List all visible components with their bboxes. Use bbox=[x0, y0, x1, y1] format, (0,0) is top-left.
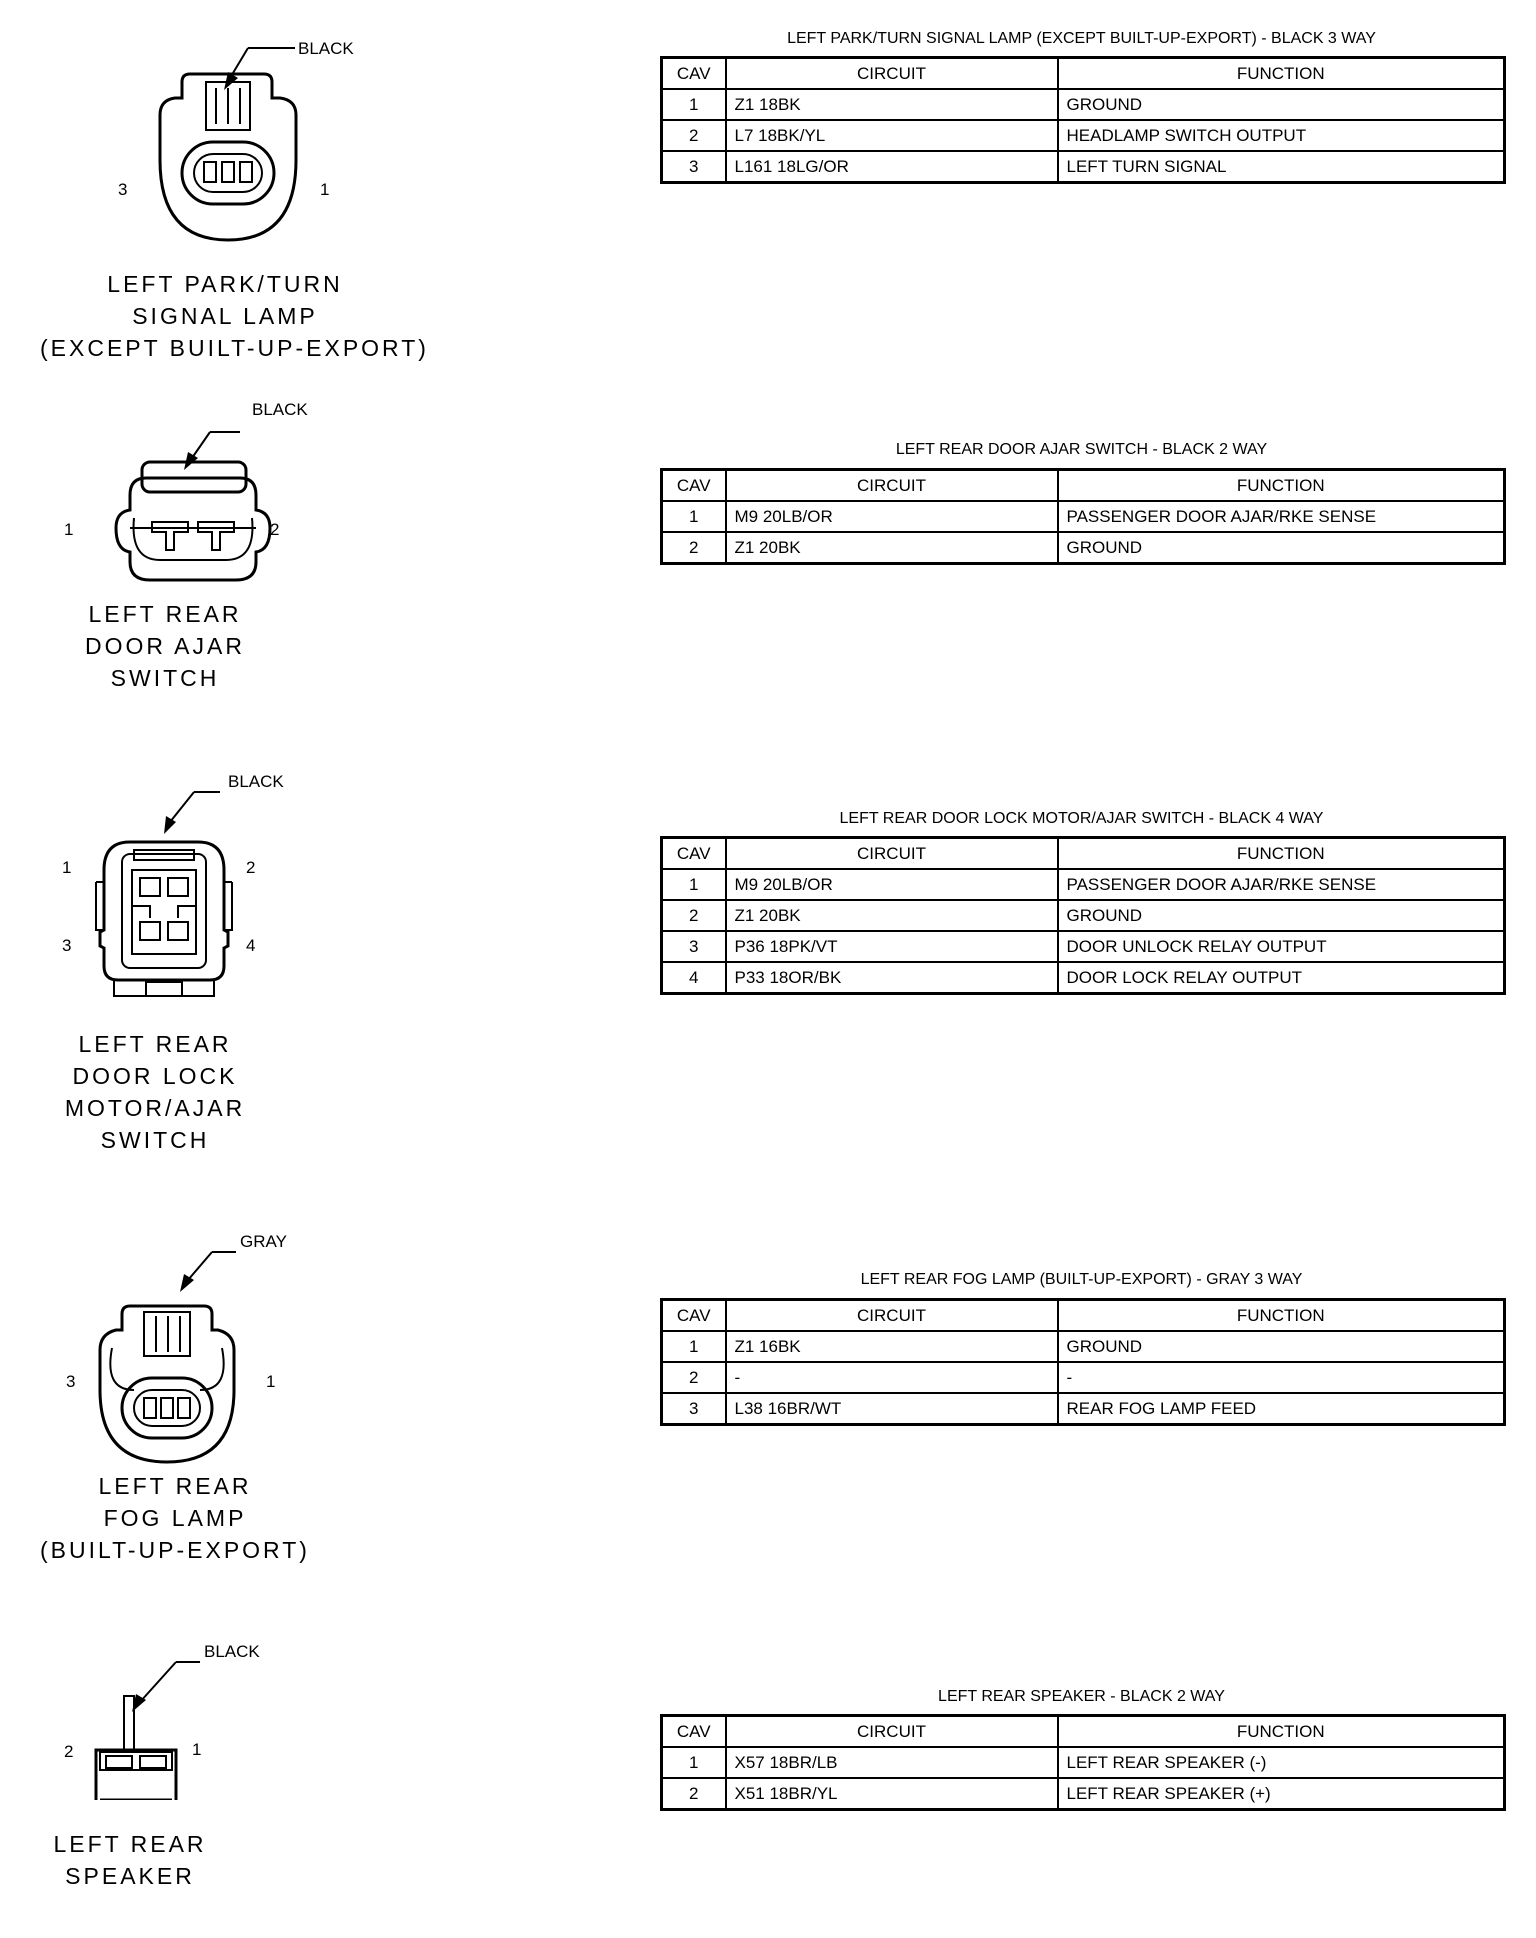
connector-label bbox=[40, 268, 429, 364]
cell-cav: 2 bbox=[662, 120, 726, 151]
connector-section-door-lock-motor bbox=[0, 760, 1536, 1180]
connector-section-park-turn-lamp bbox=[0, 0, 1536, 380]
header-circuit: CIRCUIT bbox=[726, 838, 1058, 870]
cell-cav: 3 bbox=[662, 1393, 726, 1425]
pin-label-4: 4 bbox=[246, 936, 256, 955]
connector-label-line: LEFT REAR bbox=[53, 1831, 207, 1857]
connector-label-line: LEFT REAR bbox=[78, 1031, 232, 1057]
pin-label-2: 2 bbox=[246, 858, 256, 877]
connector-label bbox=[0, 1028, 310, 1156]
connector-label-line: LEFT REAR bbox=[88, 601, 242, 627]
cell-cav: 1 bbox=[662, 1747, 726, 1778]
fog-lamp-connector-icon bbox=[60, 1230, 360, 1470]
connector-label-line: SPEAKER bbox=[65, 1863, 195, 1889]
door-ajar-switch-connector-icon bbox=[60, 400, 360, 620]
color-callout: BLACK bbox=[252, 400, 308, 419]
cell-circuit: P33 18OR/BK bbox=[726, 962, 1058, 994]
door-lock-motor-connector-icon bbox=[60, 770, 360, 1030]
cell-function: GROUND bbox=[1058, 1331, 1505, 1362]
connector-label-line: MOTOR/AJAR bbox=[64, 1095, 246, 1121]
header-circuit: CIRCUIT bbox=[726, 1300, 1058, 1332]
header-function: FUNCTION bbox=[1058, 470, 1505, 502]
park-turn-lamp-connector-icon bbox=[100, 20, 500, 280]
connector-label-line: DOOR AJAR bbox=[85, 633, 245, 659]
pinout-table bbox=[660, 56, 1506, 184]
table-row bbox=[662, 1362, 1505, 1393]
cell-cav: 4 bbox=[662, 962, 726, 994]
table-title: LEFT REAR DOOR LOCK MOTOR/AJAR SWITCH - BLACK 4 WAY bbox=[839, 810, 1324, 827]
connector-label-line: (EXCEPT BUILT-UP-EXPORT) bbox=[40, 335, 429, 361]
connector-label bbox=[0, 1470, 350, 1566]
table-row bbox=[662, 931, 1505, 962]
cell-cav: 1 bbox=[662, 501, 726, 532]
header-cav: CAV bbox=[662, 470, 726, 502]
table-row bbox=[662, 869, 1505, 900]
table-row bbox=[662, 89, 1505, 120]
cell-function: DOOR LOCK RELAY OUTPUT bbox=[1058, 962, 1505, 994]
cell-function: - bbox=[1058, 1362, 1505, 1393]
cell-function: REAR FOG LAMP FEED bbox=[1058, 1393, 1505, 1425]
cell-circuit: L7 18BK/YL bbox=[726, 120, 1058, 151]
connector-label-line: LEFT PARK/TURN bbox=[107, 271, 343, 297]
header-function: FUNCTION bbox=[1058, 58, 1505, 90]
cell-function: DOOR UNLOCK RELAY OUTPUT bbox=[1058, 931, 1505, 962]
cell-cav: 2 bbox=[662, 1362, 726, 1393]
table-row bbox=[662, 1747, 1505, 1778]
table-row bbox=[662, 151, 1505, 183]
cell-function: PASSENGER DOOR AJAR/RKE SENSE bbox=[1058, 869, 1505, 900]
pin-label-left: 2 bbox=[64, 1742, 74, 1761]
header-cav: CAV bbox=[662, 838, 726, 870]
header-circuit: CIRCUIT bbox=[726, 1716, 1058, 1748]
table-title: LEFT REAR FOG LAMP (BUILT-UP-EXPORT) - GRAY 3 WAY bbox=[860, 1271, 1303, 1288]
cell-circuit: X57 18BR/LB bbox=[726, 1747, 1058, 1778]
connector-section-door-ajar-switch bbox=[0, 380, 1536, 720]
pinout-table bbox=[660, 468, 1506, 565]
cell-circuit: Z1 16BK bbox=[726, 1331, 1058, 1362]
header-circuit: CIRCUIT bbox=[726, 58, 1058, 90]
table-title: LEFT REAR DOOR AJAR SWITCH - BLACK 2 WAY bbox=[895, 441, 1268, 458]
connector-label-line: SIGNAL LAMP bbox=[132, 303, 318, 329]
pin-label-left: 1 bbox=[64, 520, 74, 539]
header-cav: CAV bbox=[662, 1716, 726, 1748]
table-header-row bbox=[662, 1300, 1505, 1332]
table-row bbox=[662, 501, 1505, 532]
cell-circuit: M9 20LB/OR bbox=[726, 869, 1058, 900]
table-row bbox=[662, 532, 1505, 564]
pinout-table bbox=[660, 836, 1506, 995]
header-cav: CAV bbox=[662, 1300, 726, 1332]
cell-function: GROUND bbox=[1058, 89, 1505, 120]
cell-circuit: - bbox=[726, 1362, 1058, 1393]
table-title: LEFT PARK/TURN SIGNAL LAMP (EXCEPT BUILT-UP-EXPORT) - BLACK 3 WAY bbox=[787, 30, 1376, 47]
connector-label bbox=[0, 1828, 260, 1892]
color-callout: BLACK bbox=[228, 772, 284, 791]
connector-label-line: FOG LAMP bbox=[103, 1505, 247, 1531]
header-function: FUNCTION bbox=[1058, 1300, 1505, 1332]
header-circuit: CIRCUIT bbox=[726, 470, 1058, 502]
cell-cav: 2 bbox=[662, 532, 726, 564]
connector-label-line: SWITCH bbox=[100, 1127, 210, 1153]
cell-function: HEADLAMP SWITCH OUTPUT bbox=[1058, 120, 1505, 151]
pin-label-right: 1 bbox=[266, 1372, 276, 1391]
cell-cav: 3 bbox=[662, 931, 726, 962]
connector-label-line: LEFT REAR bbox=[98, 1473, 252, 1499]
pin-label-1: 1 bbox=[62, 858, 72, 877]
pin-label-right: 1 bbox=[192, 1740, 202, 1759]
table-row bbox=[662, 1331, 1505, 1362]
connector-label-line: (BUILT-UP-EXPORT) bbox=[40, 1537, 310, 1563]
cell-function: LEFT REAR SPEAKER (+) bbox=[1058, 1778, 1505, 1810]
pin-label-right: 1 bbox=[320, 180, 330, 199]
header-function: FUNCTION bbox=[1058, 1716, 1505, 1748]
connector-label-line: DOOR LOCK bbox=[72, 1063, 238, 1089]
rear-speaker-connector-icon bbox=[60, 1640, 320, 1800]
cell-function: GROUND bbox=[1058, 900, 1505, 931]
cell-function: PASSENGER DOOR AJAR/RKE SENSE bbox=[1058, 501, 1505, 532]
cell-circuit: L38 16BR/WT bbox=[726, 1393, 1058, 1425]
table-row bbox=[662, 900, 1505, 931]
cell-circuit: L161 18LG/OR bbox=[726, 151, 1058, 183]
table-row bbox=[662, 1393, 1505, 1425]
table-header-row bbox=[662, 470, 1505, 502]
cell-function: LEFT REAR SPEAKER (-) bbox=[1058, 1747, 1505, 1778]
pin-label-right: 2 bbox=[270, 520, 280, 539]
table-header-row bbox=[662, 1716, 1505, 1748]
color-callout-text: BLACK bbox=[298, 39, 354, 58]
color-callout: GRAY bbox=[240, 1232, 287, 1251]
pin-label-3: 3 bbox=[62, 936, 72, 955]
header-cav: CAV bbox=[662, 58, 726, 90]
table-header-row bbox=[662, 58, 1505, 90]
connector-section-fog-lamp bbox=[0, 1220, 1536, 1600]
cell-cav: 1 bbox=[662, 869, 726, 900]
connector-section-rear-speaker bbox=[0, 1630, 1536, 1930]
table-row bbox=[662, 962, 1505, 994]
cell-circuit: X51 18BR/YL bbox=[726, 1778, 1058, 1810]
connector-label bbox=[0, 598, 330, 694]
header-function: FUNCTION bbox=[1058, 838, 1505, 870]
cell-function: LEFT TURN SIGNAL bbox=[1058, 151, 1505, 183]
cell-cav: 1 bbox=[662, 89, 726, 120]
pin-label-left: 3 bbox=[66, 1372, 76, 1391]
pin-label-left: 3 bbox=[118, 180, 128, 199]
cell-circuit: Z1 18BK bbox=[726, 89, 1058, 120]
cell-circuit: Z1 20BK bbox=[726, 532, 1058, 564]
table-row bbox=[662, 1778, 1505, 1810]
cell-cav: 2 bbox=[662, 900, 726, 931]
cell-cav: 1 bbox=[662, 1331, 726, 1362]
connector-label-line: SWITCH bbox=[110, 665, 220, 691]
table-row bbox=[662, 120, 1505, 151]
pinout-table bbox=[660, 1298, 1506, 1426]
pinout-table bbox=[660, 1714, 1506, 1811]
color-callout: BLACK bbox=[204, 1642, 260, 1661]
cell-circuit: P36 18PK/VT bbox=[726, 931, 1058, 962]
table-header-row bbox=[662, 838, 1505, 870]
table-title: LEFT REAR SPEAKER - BLACK 2 WAY bbox=[938, 1688, 1225, 1705]
cell-circuit: Z1 20BK bbox=[726, 900, 1058, 931]
cell-function: GROUND bbox=[1058, 532, 1505, 564]
cell-cav: 2 bbox=[662, 1778, 726, 1810]
cell-circuit: M9 20LB/OR bbox=[726, 501, 1058, 532]
cell-cav: 3 bbox=[662, 151, 726, 183]
